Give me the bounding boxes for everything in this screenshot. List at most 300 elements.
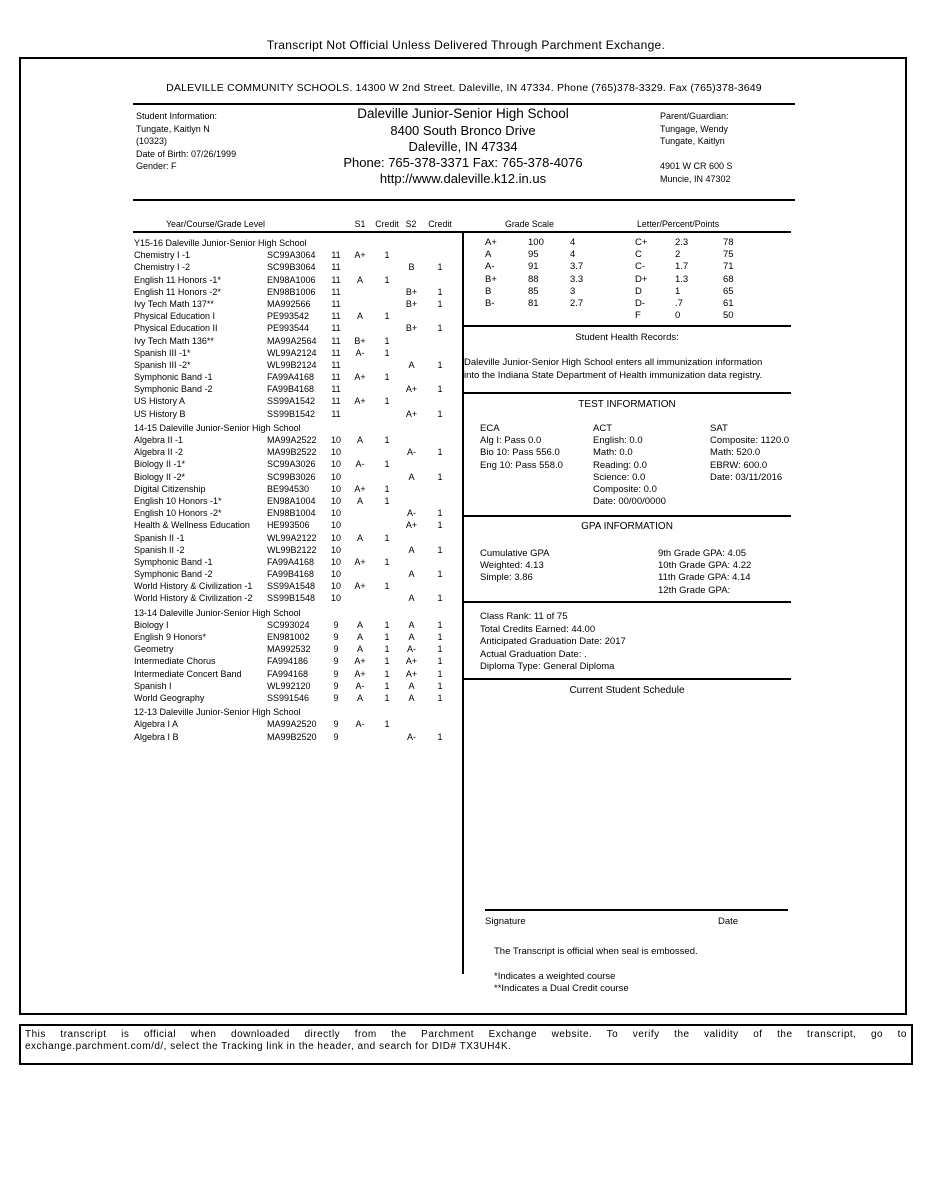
course-code: PE993544 bbox=[267, 323, 310, 334]
grade-scale-row bbox=[635, 310, 763, 322]
s2-grade bbox=[399, 580, 424, 592]
s2-credit: 1 bbox=[437, 471, 443, 482]
s1-grade: A bbox=[356, 644, 363, 655]
s2-grade: A bbox=[408, 619, 415, 630]
grade-scale-cell: B- bbox=[485, 297, 495, 309]
gpa-line: 11th Grade GPA: 4.14 bbox=[658, 572, 751, 584]
s2-grade: A bbox=[408, 544, 415, 555]
grade-scale-cell: 4 bbox=[570, 237, 576, 248]
course-name: Symphonic Band -1 bbox=[134, 372, 213, 383]
course-row bbox=[134, 592, 456, 604]
grade-scale-cell: 3.3 bbox=[570, 273, 584, 285]
s2-credit bbox=[424, 532, 456, 544]
student-info-line: Tungate, Kaitlyn N bbox=[136, 123, 210, 134]
course-row bbox=[134, 532, 456, 544]
course-name: English 9 Honors* bbox=[134, 632, 207, 642]
s1-grade: A bbox=[356, 692, 363, 703]
course-code: SC99A3026 bbox=[267, 459, 316, 470]
course-code: WL99B2124 bbox=[267, 359, 317, 370]
summary-line: Class Rank: 11 of 75 bbox=[480, 611, 568, 622]
course-row bbox=[134, 718, 456, 730]
course-code: WL99A2122 bbox=[267, 532, 317, 543]
s1-grade: A+ bbox=[354, 556, 366, 567]
health-line: Daleville Junior-Senior High School enters all immunization information bbox=[464, 357, 763, 368]
s2-credit: 1 bbox=[437, 680, 443, 691]
grade-scale-cell: 78 bbox=[723, 237, 734, 248]
header-grade-scale: Grade Scale bbox=[505, 219, 554, 229]
grade-scale-cell: A bbox=[485, 249, 492, 261]
s2-grade bbox=[399, 718, 424, 730]
course-row bbox=[134, 274, 456, 286]
course-grade-level: 11 bbox=[331, 396, 341, 407]
s1-grade bbox=[345, 568, 375, 580]
s1-credit: 1 bbox=[384, 250, 390, 261]
grade-scale-cell: 65 bbox=[723, 285, 734, 297]
s2-credit bbox=[424, 347, 456, 359]
s1-credit bbox=[375, 471, 399, 483]
s1-grade bbox=[345, 298, 375, 310]
s2-credit: 1 bbox=[437, 298, 443, 309]
test-info-line: Science: 0.0 bbox=[593, 471, 646, 483]
s1-grade: A+ bbox=[354, 668, 366, 679]
signature-line bbox=[485, 909, 788, 911]
s1-grade: A bbox=[356, 532, 363, 543]
s1-credit bbox=[375, 507, 399, 519]
grade-scale-cell: 2.3 bbox=[675, 237, 689, 248]
course-row bbox=[134, 286, 456, 298]
course-table bbox=[134, 237, 456, 743]
course-name: US History B bbox=[134, 408, 186, 419]
s2-grade bbox=[399, 495, 424, 507]
course-row bbox=[134, 544, 456, 556]
grade-scale-cell: A+ bbox=[485, 237, 497, 248]
district-header: DALEVILLE COMMUNITY SCHOOLS. 14300 W 2nd Street. Daleville, IN 47334. Phone (765)378-3329. Fax (765)378-3649 bbox=[166, 82, 762, 94]
s1-grade bbox=[345, 544, 375, 556]
gpa-col-cumulative bbox=[480, 548, 550, 585]
course-name: Physical Education II bbox=[134, 323, 218, 334]
grade-scale-row bbox=[485, 237, 610, 249]
grade-scale-cell: 2.7 bbox=[570, 297, 584, 309]
s2-grade: A bbox=[408, 359, 415, 370]
course-grade-level: 11 bbox=[331, 384, 341, 395]
divider-test-info bbox=[462, 515, 791, 517]
course-section bbox=[134, 422, 456, 605]
course-name: Algebra II -1 bbox=[134, 435, 184, 445]
grade-scale-cell: 2 bbox=[675, 249, 681, 261]
summary-line: Actual Graduation Date: . bbox=[480, 648, 587, 660]
student-info-line: Date of Birth: 07/26/1999 bbox=[136, 148, 237, 159]
guardian-line: Tungate, Kaitlyn bbox=[660, 136, 725, 146]
course-row bbox=[134, 692, 456, 704]
grade-scale-cell: 81 bbox=[528, 297, 539, 309]
course-row bbox=[134, 446, 456, 458]
s2-credit bbox=[424, 274, 456, 286]
course-grade-level: 11 bbox=[331, 323, 341, 334]
grade-scale-cell: 3 bbox=[570, 285, 576, 297]
s1-grade: A+ bbox=[354, 250, 366, 261]
s1-credit bbox=[375, 568, 399, 580]
s2-grade: A+ bbox=[405, 656, 418, 667]
s2-credit: 1 bbox=[437, 384, 443, 395]
s2-credit: 1 bbox=[437, 447, 443, 458]
grade-scale-cell: 88 bbox=[528, 273, 539, 285]
course-code: MA99A2520 bbox=[267, 719, 317, 730]
course-section-term: 14-15 Daleville Junior-Senior High School bbox=[134, 422, 301, 433]
course-grade-level: 10 bbox=[330, 544, 341, 555]
course-grade-level: 11 bbox=[331, 372, 341, 383]
s1-credit: 1 bbox=[384, 668, 390, 679]
summary-line: Total Credits Earned: 44.00 bbox=[480, 623, 596, 635]
divider-under-district bbox=[133, 103, 795, 105]
student-info-block bbox=[136, 110, 236, 173]
course-section-term: 12-13 Daleville Junior-Senior High School bbox=[134, 707, 301, 718]
weighted-course-note: *Indicates a weighted course bbox=[494, 971, 616, 982]
s1-grade: A bbox=[356, 619, 363, 630]
course-code: MA99B2520 bbox=[267, 731, 317, 742]
course-row bbox=[134, 347, 456, 359]
grade-scale-right bbox=[635, 237, 763, 322]
course-row bbox=[134, 507, 456, 519]
course-grade-level: 11 bbox=[331, 298, 341, 309]
s2-grade: A+ bbox=[405, 520, 418, 531]
s1-credit: 1 bbox=[384, 483, 390, 494]
s1-credit bbox=[375, 544, 399, 556]
grade-scale-cell: 75 bbox=[723, 249, 734, 261]
s1-grade: A- bbox=[355, 719, 365, 730]
gpa-info-title: GPA INFORMATION bbox=[581, 521, 673, 532]
course-row bbox=[134, 371, 456, 383]
course-code: SS99A1542 bbox=[267, 396, 316, 407]
s2-credit: 1 bbox=[437, 668, 443, 679]
course-row bbox=[134, 471, 456, 483]
course-section-term: 13-14 Daleville Junior-Senior High School bbox=[134, 607, 301, 618]
course-grade-level: 11 bbox=[331, 311, 341, 322]
s1-credit: 1 bbox=[384, 495, 390, 506]
test-info-line: Bio 10: Pass 556.0 bbox=[480, 447, 560, 459]
course-section-term: Y15-16 Daleville Junior-Senior High School bbox=[134, 238, 307, 248]
course-name: World Geography bbox=[134, 692, 205, 703]
course-name: Intermediate Concert Band bbox=[134, 668, 242, 679]
s1-credit bbox=[375, 592, 399, 604]
course-grade-level: 10 bbox=[330, 483, 341, 494]
gpa-line: Cumulative GPA bbox=[480, 548, 550, 559]
gpa-line: 12th Grade GPA: bbox=[658, 584, 731, 596]
s1-credit bbox=[375, 322, 399, 334]
grade-scale-row bbox=[635, 298, 763, 310]
course-name: Algebra I B bbox=[134, 731, 179, 742]
course-grade-level: 10 bbox=[330, 556, 341, 567]
s2-grade bbox=[399, 347, 424, 359]
course-code: SS991546 bbox=[267, 692, 310, 703]
grade-scale-left bbox=[485, 237, 610, 310]
s2-grade: B+ bbox=[405, 286, 418, 297]
grade-scale-cell: A- bbox=[485, 261, 495, 273]
course-grade-level: 9 bbox=[333, 619, 339, 630]
s2-grade bbox=[399, 556, 424, 568]
test-info-line: Composite: 1120.0 bbox=[710, 435, 790, 447]
course-code: SS99A1548 bbox=[267, 581, 316, 592]
s2-credit bbox=[424, 395, 456, 407]
course-code: MA99A2522 bbox=[267, 435, 317, 445]
s2-grade bbox=[399, 458, 424, 470]
guardian-line: Tungage, Wendy bbox=[660, 123, 729, 134]
course-name: English 10 Honors -1* bbox=[134, 495, 222, 506]
course-grade-level: 11 bbox=[331, 335, 341, 346]
dual-credit-note: **Indicates a Dual Credit course bbox=[494, 983, 629, 994]
summary-block bbox=[480, 611, 626, 674]
s2-grade: A bbox=[408, 569, 415, 580]
course-grade-level: 11 bbox=[331, 347, 341, 358]
s1-grade: A+ bbox=[354, 396, 366, 407]
course-row bbox=[134, 680, 456, 692]
course-name: Spanish II -2 bbox=[134, 544, 185, 555]
s2-grade: A bbox=[408, 471, 415, 482]
grade-scale-row bbox=[485, 286, 610, 298]
course-row bbox=[134, 335, 456, 347]
course-grade-level: 10 bbox=[330, 581, 341, 592]
course-row bbox=[134, 408, 456, 420]
health-title: Student Health Records: bbox=[575, 332, 679, 343]
course-code: FA994168 bbox=[267, 668, 309, 679]
school-website: http://www.daleville.k12.in.us bbox=[379, 171, 547, 186]
grade-scale-cell: D- bbox=[635, 297, 646, 309]
s1-grade bbox=[345, 519, 375, 531]
s2-credit bbox=[424, 458, 456, 470]
s2-credit: 1 bbox=[437, 692, 443, 703]
course-code: FA99B4168 bbox=[267, 569, 315, 580]
course-grade-level: 10 bbox=[330, 495, 341, 506]
course-name: Biology II -2* bbox=[134, 471, 186, 482]
s2-grade bbox=[399, 395, 424, 407]
divider-summary bbox=[462, 678, 791, 680]
s1-credit bbox=[375, 261, 399, 273]
header-s1: S1 bbox=[354, 219, 366, 229]
s1-grade bbox=[345, 408, 375, 420]
divider-health bbox=[462, 392, 791, 394]
s2-credit bbox=[424, 556, 456, 568]
course-grade-level: 11 bbox=[331, 286, 341, 297]
course-name: Chemistry I -1 bbox=[134, 250, 191, 261]
grade-scale-row bbox=[485, 249, 610, 261]
course-grade-level: 11 bbox=[331, 359, 341, 370]
course-name: Physical Education I bbox=[134, 311, 216, 322]
s1-credit: 1 bbox=[384, 692, 390, 703]
s2-credit bbox=[424, 580, 456, 592]
s2-grade bbox=[399, 532, 424, 544]
s2-credit: 1 bbox=[437, 408, 443, 419]
course-grade-level: 11 bbox=[331, 262, 341, 273]
s1-grade bbox=[345, 322, 375, 334]
s1-credit: 1 bbox=[384, 532, 390, 543]
course-row bbox=[134, 359, 456, 371]
s1-credit: 1 bbox=[384, 581, 390, 592]
student-info-label: Student Information: bbox=[136, 111, 218, 121]
course-name: Spanish I bbox=[134, 680, 172, 691]
s1-grade bbox=[345, 507, 375, 519]
s1-grade bbox=[345, 261, 375, 273]
course-row bbox=[134, 580, 456, 592]
course-code: FA99A4168 bbox=[267, 372, 315, 383]
course-code: EN98B1006 bbox=[267, 286, 316, 297]
grade-scale-cell: 85 bbox=[528, 285, 539, 297]
course-code: EN98A1004 bbox=[267, 495, 316, 506]
course-row bbox=[134, 310, 456, 322]
course-grade-level: 11 bbox=[331, 408, 341, 419]
s2-credit bbox=[424, 483, 456, 495]
course-row bbox=[134, 731, 456, 743]
course-name: Chemistry I -2 bbox=[134, 262, 191, 273]
course-section bbox=[134, 607, 456, 705]
s1-credit bbox=[375, 408, 399, 420]
course-code: MA99A2564 bbox=[267, 335, 317, 346]
school-address2: Daleville, IN 47334 bbox=[408, 139, 518, 154]
course-grade-level: 9 bbox=[333, 692, 339, 703]
course-grade-level: 10 bbox=[330, 508, 341, 519]
course-row bbox=[134, 322, 456, 334]
s2-grade bbox=[399, 335, 424, 347]
s2-credit: 1 bbox=[437, 632, 443, 642]
course-code: EN981002 bbox=[267, 632, 310, 642]
grade-scale-cell: 4 bbox=[570, 249, 576, 261]
grade-scale-cell: 1.3 bbox=[675, 273, 689, 285]
s2-grade bbox=[399, 249, 424, 261]
course-grade-level: 9 bbox=[333, 656, 339, 667]
s2-grade: A bbox=[408, 692, 415, 703]
s2-credit bbox=[424, 335, 456, 347]
s2-credit: 1 bbox=[437, 262, 443, 273]
course-name: Digital Citizenship bbox=[134, 483, 206, 494]
grade-scale-row bbox=[635, 237, 763, 249]
health-text bbox=[464, 357, 792, 383]
s2-credit: 1 bbox=[437, 286, 443, 297]
grade-scale-cell: C- bbox=[635, 261, 646, 273]
footer-disclaimer-box bbox=[19, 1024, 913, 1065]
schedule-title: Current Student Schedule bbox=[569, 685, 685, 696]
s1-grade: A bbox=[356, 632, 363, 642]
test-info-line: ACT bbox=[593, 423, 612, 434]
s2-grade: A- bbox=[407, 644, 416, 655]
s1-credit bbox=[375, 519, 399, 531]
course-grade-level: 9 bbox=[333, 719, 339, 730]
course-name: World History & Civilization -2 bbox=[134, 593, 253, 604]
s1-credit: 1 bbox=[384, 656, 390, 667]
course-code: FA99A4168 bbox=[267, 556, 315, 567]
s1-credit: 1 bbox=[384, 459, 390, 470]
s1-credit: 1 bbox=[384, 347, 390, 358]
test-info-line: Date: 03/11/2016 bbox=[710, 471, 783, 483]
course-code: SC99B3064 bbox=[267, 262, 316, 273]
course-code: WL992120 bbox=[267, 680, 311, 691]
s2-credit: 1 bbox=[437, 544, 443, 555]
course-grade-level: 10 bbox=[330, 471, 341, 482]
s1-credit: 1 bbox=[384, 719, 390, 730]
s1-credit: 1 bbox=[384, 632, 390, 642]
grade-scale-cell: 100 bbox=[528, 237, 544, 248]
summary-line: Diploma Type: General Diploma bbox=[480, 661, 615, 673]
s1-grade: A bbox=[356, 311, 363, 322]
grade-scale-row bbox=[635, 274, 763, 286]
gpa-line: Simple: 3.86 bbox=[480, 572, 533, 584]
course-row bbox=[134, 483, 456, 495]
student-info-lines bbox=[136, 123, 236, 173]
course-name: Ivy Tech Math 137** bbox=[134, 298, 214, 309]
test-info-line: Math: 0.0 bbox=[593, 447, 633, 459]
s1-grade bbox=[345, 286, 375, 298]
course-name: Spanish III -2* bbox=[134, 359, 191, 370]
s1-grade bbox=[345, 471, 375, 483]
s1-grade: A+ bbox=[354, 581, 366, 592]
course-row bbox=[134, 395, 456, 407]
grade-scale-row bbox=[485, 261, 610, 273]
school-name: Daleville Junior-Senior High School bbox=[357, 106, 569, 121]
grade-scale-row bbox=[485, 298, 610, 310]
s1-grade: A bbox=[356, 495, 363, 506]
course-grade-level: 11 bbox=[331, 250, 341, 261]
course-grade-level: 9 bbox=[333, 680, 339, 691]
s2-credit: 1 bbox=[437, 644, 443, 655]
s1-grade bbox=[345, 592, 375, 604]
s1-credit: 1 bbox=[384, 335, 390, 346]
s2-credit: 1 bbox=[437, 508, 443, 519]
s1-credit: 1 bbox=[384, 435, 390, 445]
s1-credit: 1 bbox=[384, 396, 390, 407]
course-name: English 11 Honors -1* bbox=[134, 274, 221, 285]
grade-scale-cell: 91 bbox=[528, 261, 539, 273]
s2-grade: B+ bbox=[405, 323, 418, 334]
s2-credit: 1 bbox=[437, 619, 443, 630]
s2-grade: A+ bbox=[405, 384, 418, 395]
grade-scale-cell: .7 bbox=[675, 297, 683, 309]
s2-grade: A+ bbox=[405, 668, 418, 679]
course-grade-level: 9 bbox=[333, 668, 339, 679]
course-code: BE994530 bbox=[267, 483, 310, 494]
course-code: FA994186 bbox=[267, 656, 309, 667]
s1-credit: 1 bbox=[384, 644, 390, 655]
course-row bbox=[134, 495, 456, 507]
course-name: English 11 Honors -2* bbox=[134, 286, 221, 297]
s2-grade bbox=[399, 274, 424, 286]
s1-credit bbox=[375, 298, 399, 310]
test-info-line: Reading: 0.0 bbox=[593, 459, 647, 471]
course-grade-level: 10 bbox=[330, 532, 341, 543]
gpa-line: 10th Grade GPA: 4.22 bbox=[658, 560, 752, 572]
grade-scale-cell: 50 bbox=[723, 310, 734, 322]
course-row bbox=[134, 631, 456, 643]
s2-grade bbox=[399, 310, 424, 322]
date-label: Date bbox=[718, 916, 739, 927]
grade-scale-cell: D+ bbox=[635, 273, 648, 285]
course-code: WL99B2122 bbox=[267, 544, 317, 555]
test-info-line: Math: 520.0 bbox=[710, 447, 761, 459]
s1-credit bbox=[375, 731, 399, 743]
column-divider bbox=[462, 231, 464, 974]
s2-grade bbox=[399, 434, 424, 446]
s1-grade bbox=[345, 446, 375, 458]
grade-scale-cell: 71 bbox=[723, 261, 734, 273]
course-name: Intermediate Chorus bbox=[134, 656, 216, 667]
course-grade-level: 10 bbox=[330, 435, 341, 445]
course-row bbox=[134, 458, 456, 470]
grade-scale-cell: C+ bbox=[635, 237, 648, 248]
test-info-title: TEST INFORMATION bbox=[578, 399, 676, 410]
test-col-sat bbox=[710, 423, 789, 484]
course-name: Symphonic Band -2 bbox=[134, 569, 213, 580]
s2-credit: 1 bbox=[437, 569, 443, 580]
s2-credit bbox=[424, 310, 456, 322]
s2-credit bbox=[424, 249, 456, 261]
course-name: World History & Civilization -1 bbox=[134, 581, 253, 592]
course-row bbox=[134, 556, 456, 568]
